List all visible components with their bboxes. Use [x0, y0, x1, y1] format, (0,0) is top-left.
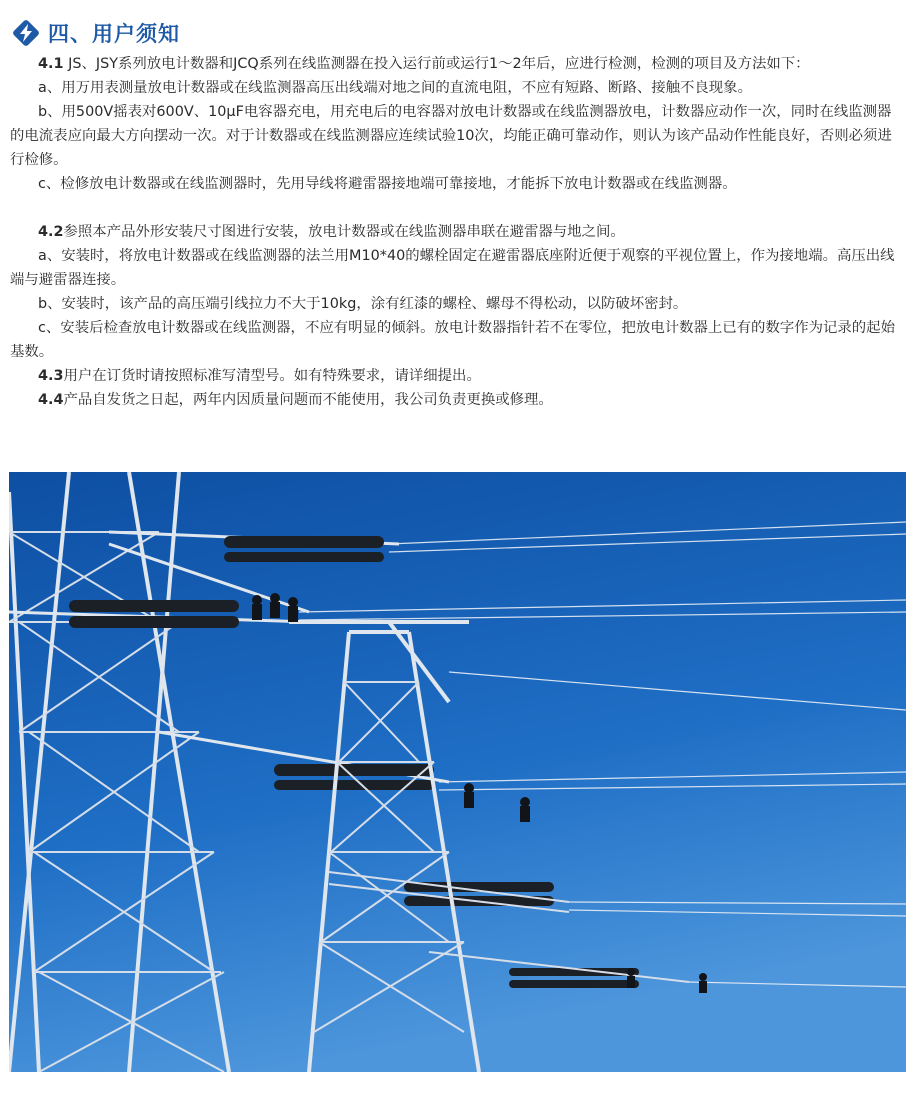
- item-4-2-c: c、安装后检查放电计数器或在线监测器，不应有明显的倾斜。放电计数器指针若不在零位，把放电计数器上已有的数字作为记录的起始基数。: [10, 320, 895, 360]
- item-4-4: 4.4产品自发货之日起，两年内因质量问题而不能使用，我公司负责更换或修理。: [38, 392, 553, 408]
- power-transmission-tower-photo: [9, 472, 906, 1072]
- item-4-2-b: b、安装时，该产品的高压端引线拉力不大于10kg，涂有红漆的螺栓、螺母不得松动，以防破坏密封。: [38, 296, 688, 312]
- section-header: [10, 16, 180, 50]
- notice-content: [10, 52, 904, 412]
- item-4-1-c: c、检修放电计数器或在线监测器时，先用导线将避雷器接地端可靠接地，才能拆下放电计数器或在线监测器。: [38, 176, 737, 192]
- tower-illustration: [9, 472, 906, 1072]
- lightning-diamond-icon: [10, 17, 42, 49]
- item-4-1-b: b、用500V摇表对600V、10μF电容器充电，用充电后的电容器对放电计数器或在线监测器放电，计数器应动作一次，同时在线监测器的电流表应向最大方向摆动一次。对于计数器或在线监测器应连续试验10次，均能正确可靠动作，则认为该产品动作性能良好，否则必须进行检修。: [10, 104, 892, 168]
- section-title: 四、用户须知: [48, 22, 180, 46]
- item-4-3: 4.3用户在订货时请按照标准写清型号。如有特殊要求，请详细提出。: [38, 368, 481, 384]
- item-4-2: 4.2参照本产品外形安装尺寸图进行安装，放电计数器或在线监测器串联在避雷器与地之间。: [38, 224, 625, 240]
- item-4-1: 4.1 JS、JSY系列放电计数器和JCQ系列在线监测器在投入运行前或运行1～2年后，应进行检测，检测的项目及方法如下：: [38, 56, 810, 72]
- item-4-2-a: a、安装时，将放电计数器或在线监测器的法兰用M10*40的螺栓固定在避雷器底座附近便于观察的平视位置上，作为接地端。高压出线端与避雷器连接。: [10, 248, 895, 288]
- item-4-1-a: a、用万用表测量放电计数器或在线监测器高压出线端对地之间的直流电阻，不应有短路、断路、接触不良现象。: [38, 80, 752, 96]
